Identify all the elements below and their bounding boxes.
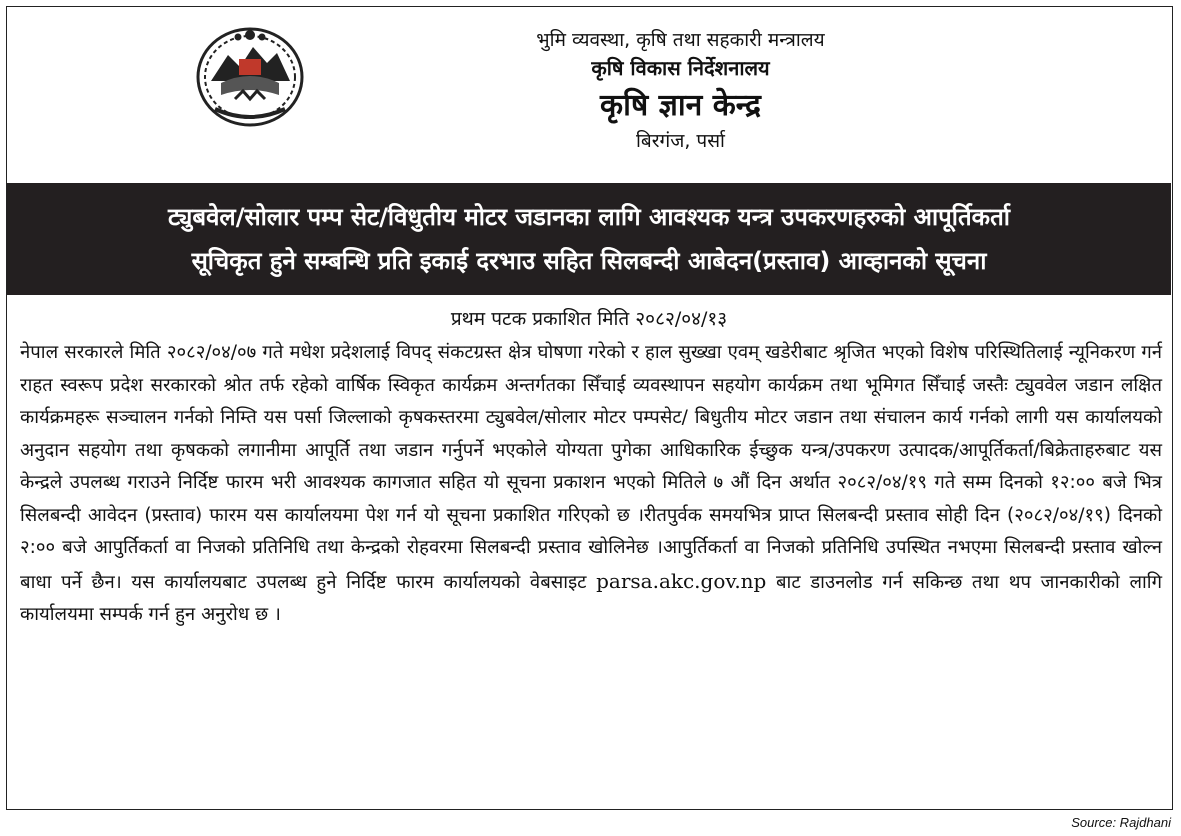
source-credit: Source: Rajdhani bbox=[1071, 815, 1171, 830]
department-name: कृषि विकास निर्देशनालय bbox=[591, 55, 770, 80]
website-link[interactable]: parsa.akc.gov.np bbox=[596, 568, 767, 593]
title-line-2: सूचिकृत हुने सम्बन्धि प्रति इकाई दरभाउ सहित सिलबन्दी आबेदन(प्रस्ताव) आव्हानको सूचना bbox=[191, 247, 987, 275]
location: बिरगंज, पर्सा bbox=[636, 129, 725, 152]
notice-frame bbox=[6, 6, 1173, 810]
notice-title-band bbox=[7, 183, 1171, 295]
published-date: प्रथम पटक प्रकाशित मिति २०८२/०४/१३ bbox=[450, 308, 728, 330]
title-line-1: ट्युबवेल/सोलार पम्प सेट/विधुतीय मोटर जडानका लागि आवश्यक यन्त्र उपकरणहरुको आपूर्तिकर्ता bbox=[168, 203, 1010, 231]
notice-body bbox=[20, 337, 1162, 632]
body-part-1: नेपाल सरकारले मिति २०८२/०४/०७ गते मधेश प्रदेशलाई विपद् संकटग्रस्त क्षेत्र घोषणा गरेको र हाल सुख्खा एवम् खडेरीबाट श्रृजित भएको विशेष परिस्थितिलाई न्यूनिकरण गर्न राहत स्वरूप प्रदेश सरकारको श्रोत तर्फ रहेको वार्षिक स्विकृत कार्यक्रम अन्तर्गतका सिँचाई व्यवस्थापन सहयोग कार्यक्रम तथा भूमिगत सिँचाई जस्तैः ट्युववेल जडान लक्षित कार्यक्रमहरू सञ्चालन गर्नको निम्ति यस पर्सा जिल्लाको कृषकस्तरमा ट्युबवेल/सोलार मोटर पम्पसेट/ बिधुतीय मोटर जडान तथा संचालन कार्य गर्नको लागी यस कार्यालयको अनुदान सहयोग तथा कृषकको लगानीमा आपूर्ति तथा जडान गर्नुपर्ने भएकोले योग्यता पुगेका आधिकारिक ईच्छुक यन्त्र/उपकरण उत्पादक/आपूर्तिकर्ता/बिक्रेताहरुबाट यस केन्द्रले उपलब्ध गराउने निर्दिष्ट फारम भरी आवश्यक कागजात सहित यो सूचना प्रकाशन भएको मितिले ७ औं दिन अर्थात २०८२/०४/१९ गते सम्म दिनको १२:०० बजे भित्र सिलबन्दी आवेदन (प्रस्ताव) फारम यस कार्यालयमा पेश गर्न यो सूचना प्रकाशित गरिएको छ ।रीतपुर्वक समयभित्र प्राप्त सिलबन्दी प्रस्ताव सोही दिन (२०८२/०४/१९) दिनको २:०० बजे आपुर्तिकर्ता वा निजको प्रतिनिधि तथा केन्द्रको रोहवरमा सिलबन्दी प्रस्ताव खोलिनेछ ।आपुर्तिकर्ता वा निजको प्रतिनिधि उपस्थित नभएमा सिलबन्दी प्रस्ताव खोल्न बाधा पर्ने छैन। यस कार्यालयबाट उपलब्ध हुने निर्दिष्ट फारम कार्यालयको वेबसाइट bbox=[20, 342, 1162, 593]
header bbox=[7, 29, 1174, 153]
ministry-name: भुमि व्यवस्था, कृषि तथा सहकारी मन्त्रालय bbox=[536, 29, 825, 51]
center-name: कृषि ज्ञान केन्द्र bbox=[600, 87, 761, 123]
body-part-2: बाट डाउनलोड गर्न सकिन्छ तथा थप जानकारीको लागि कार्यालयमा सम्पर्क गर्न हुन अनुरोध छ । bbox=[20, 571, 1162, 625]
